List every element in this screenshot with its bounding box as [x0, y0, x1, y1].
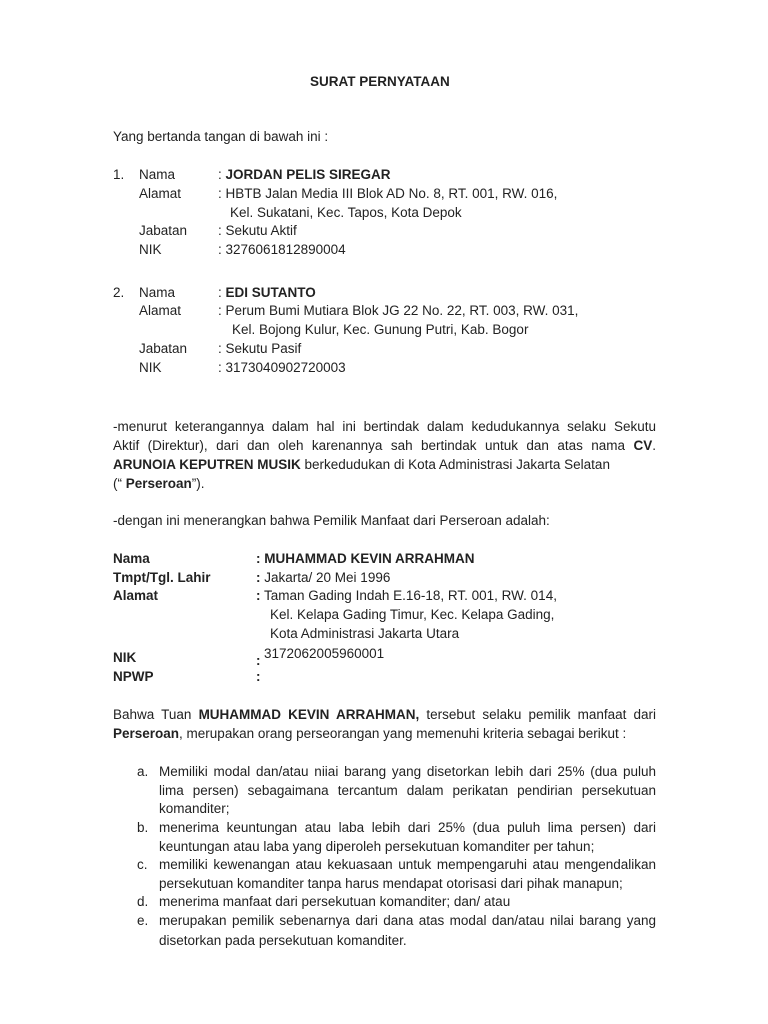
- beneficiary-intro: -dengan ini menerangkan bahwa Pemilik Manfaat dari Perseroan adalah:: [113, 513, 550, 528]
- ben-alamat-label: Alamat: [113, 588, 159, 603]
- ben-ttl-row: [256, 569, 390, 587]
- criteria-line: komanditer;: [159, 801, 230, 816]
- beneficiary-name: MUHAMMAD KEVIN ARRAHMAN,: [198, 707, 420, 722]
- company-domicile: berkedudukan di Kota Administrasi Jakarta Selatan: [300, 457, 610, 472]
- jabatan-label: Jabatan: [139, 341, 188, 356]
- nama-value: JORDAN PELIS SIREGAR: [225, 167, 391, 182]
- alamat-line-2: Kel. Bojong Kulur, Kec. Gunung Putri, Kab. Bogor: [232, 322, 529, 337]
- statement-text: tersebut selaku pemilik manfaat dari: [419, 707, 657, 722]
- perseroan-term: Perseroan: [113, 726, 180, 741]
- ben-npwp-colon: :: [256, 669, 261, 684]
- capacity-punct: .: [652, 438, 656, 453]
- quote-open: (“: [113, 476, 126, 491]
- perseroan-term: Perseroan: [125, 476, 192, 491]
- nama-label: Nama: [139, 167, 176, 182]
- statement-text: , merupakan orang perseorangan yang memenuhi kriteria sebagai berikut :: [179, 726, 627, 741]
- capacity-line-3: [113, 456, 610, 474]
- signatory-number: 1.: [113, 167, 125, 182]
- alamat-row: : HBTB Jalan Media III Blok AD No. 8, RT. 001, RW. 016,: [218, 186, 558, 201]
- criteria-letter: b.: [137, 820, 149, 835]
- ben-alamat-row: [256, 587, 557, 605]
- capacity-line-2: [113, 437, 656, 455]
- alamat-line-2: Kel. Sukatani, Kec. Tapos, Kota Depok: [230, 205, 462, 220]
- ben-alamat-line-2: Kel. Kelapa Gading Timur, Kec. Kelapa Gading,: [270, 607, 555, 622]
- company-name: ARUNOIA KEPUTREN MUSIK: [113, 457, 301, 472]
- nik-label: NIK: [139, 242, 162, 257]
- signatory-number: 2.: [113, 285, 125, 300]
- criteria-line: lima persen) sebagaimana tercantum dalam perikatan pendirian persekutuan: [159, 783, 656, 798]
- jabatan-value: Sekutu Pasif: [225, 341, 302, 356]
- criteria-line: keuntungan atau laba yang diperoleh persekutuan komanditer per tahun;: [159, 839, 595, 854]
- nama-row: : JORDAN PELIS SIREGAR: [218, 167, 391, 182]
- nik-value: 3276061812890004: [225, 242, 346, 257]
- criteria-letter: a.: [137, 764, 149, 779]
- ben-ttl-value: Jakarta/ 20 Mei 1996: [264, 570, 391, 585]
- capacity-line-4: [113, 475, 205, 493]
- nama-label: Nama: [139, 285, 176, 300]
- capacity-text: Aktif (Direktur), dari dan oleh karenannya sah bertindak untuk dan atas nama: [113, 438, 634, 453]
- nik-row: : 3173040902720003: [218, 360, 346, 375]
- criteria-letter: c.: [137, 857, 148, 872]
- criteria-line: Memiliki modal dan/atau niiai barang yang disetorkan lebih dari 25% (dua puluh: [159, 764, 656, 779]
- colon: :: [256, 588, 261, 603]
- ben-nama-value: : MUHAMMAD KEVIN ARRAHMAN: [256, 551, 475, 566]
- nik-value: 3173040902720003: [225, 360, 346, 375]
- document-title: SURAT PERNYATAAN: [310, 74, 450, 89]
- alamat-row: : Perum Bumi Mutiara Blok JG 22 No. 22, RT. 003, RW. 031,: [218, 303, 579, 318]
- statement-line-2: [113, 725, 626, 743]
- alamat-line-1: Perum Bumi Mutiara Blok JG 22 No. 22, RT. 003, RW. 031,: [225, 303, 579, 318]
- jabatan-row: : Sekutu Aktif: [218, 223, 297, 238]
- jabatan-label: Jabatan: [139, 223, 188, 238]
- alamat-line-1: HBTB Jalan Media III Blok AD No. 8, RT. 001, RW. 016,: [225, 186, 558, 201]
- criteria-line: menerima keuntungan atau laba lebih dari 25% (dua puluh lima persen) dari: [159, 820, 656, 835]
- ben-alamat-line-3: Kota Administrasi Jakarta Utara: [270, 626, 460, 641]
- nama-value: EDI SUTANTO: [225, 285, 316, 300]
- alamat-label: Alamat: [139, 186, 182, 201]
- nama-row: : EDI SUTANTO: [218, 285, 316, 300]
- criteria-line: menerima manfaat dari persekutuan komanditer; dan/ atau: [159, 894, 511, 909]
- criteria-line: persekutuan komanditer tanpa harus mendapat otorisasi dari pihak manapun;: [159, 876, 623, 891]
- jabatan-value: Sekutu Aktif: [225, 223, 297, 238]
- criteria-line: memiliki kewenangan atau kekuasaan untuk mempengaruhi atau mengendalikan: [159, 857, 656, 872]
- alamat-label: Alamat: [139, 303, 182, 318]
- nik-row: : 3276061812890004: [218, 242, 346, 257]
- intro-text: Yang bertanda tangan di bawah ini :: [113, 129, 329, 144]
- jabatan-row: : Sekutu Pasif: [218, 341, 302, 356]
- criteria-line: disetorkan pada persekutuan komanditer.: [159, 933, 407, 948]
- ben-nik-colon: :: [256, 653, 261, 668]
- criteria-line: merupakan pemilik sebenarnya dari dana atas modal dan/atau nilai barang yang: [159, 913, 656, 928]
- ben-alamat-line-1: Taman Gading Indah E.16-18, RT. 001, RW. 014,: [264, 588, 557, 603]
- statement-line-1: [113, 706, 656, 724]
- ben-nik-label: NIK: [113, 650, 137, 665]
- ben-npwp-label: NPWP: [113, 669, 154, 684]
- capacity-line-1: -menurut keterangannya dalam hal ini bertindak dalam kedudukannya selaku Sekutu: [113, 419, 656, 434]
- statement-text: Bahwa Tuan: [113, 707, 199, 722]
- company-type: CV: [633, 438, 653, 453]
- nik-label: NIK: [139, 360, 162, 375]
- criteria-letter: e.: [137, 913, 149, 928]
- ben-ttl-label: Tmpt/Tgl. Lahir: [113, 570, 211, 585]
- ben-nama-label: Nama: [113, 551, 150, 566]
- quote-close: ”).: [191, 476, 205, 491]
- colon: :: [256, 570, 261, 585]
- ben-nik-value: 3172062005960001: [264, 646, 385, 661]
- criteria-letter: d.: [137, 894, 149, 909]
